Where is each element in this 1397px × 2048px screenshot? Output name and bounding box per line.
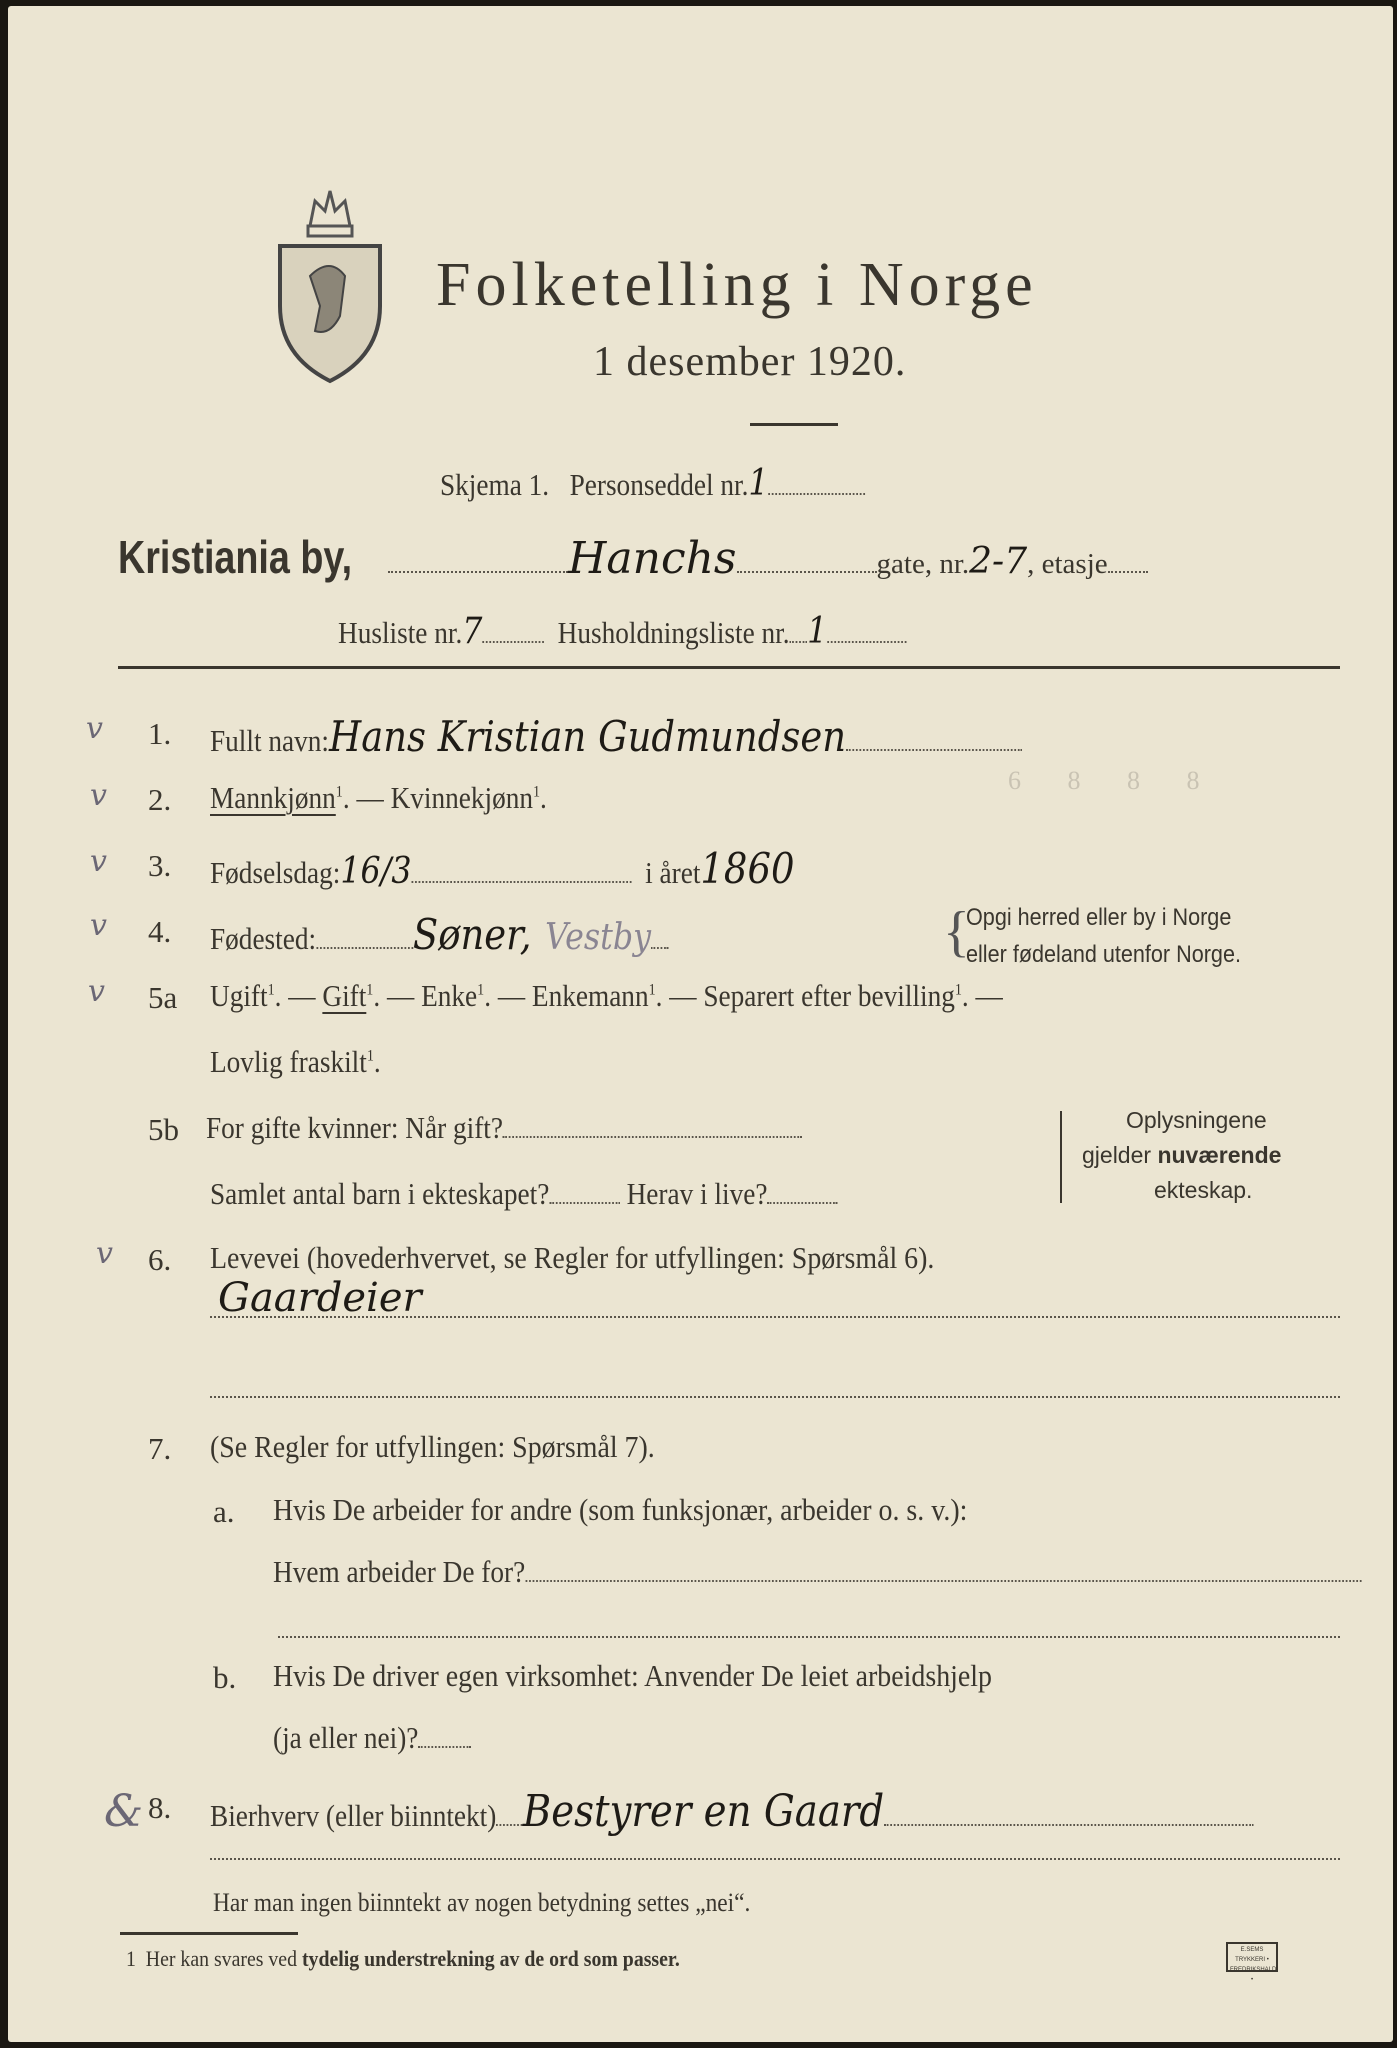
- q2-row: Mannkjønn$^1$. — Kvinnekjønn$^1$.: [210, 780, 547, 815]
- bracket: [1060, 1111, 1062, 1203]
- q4-note: eller fødeland utenfor Norge.: [966, 941, 1241, 968]
- q2-number: 2.: [148, 782, 172, 817]
- option-enke[interactable]: Enke: [421, 978, 478, 1013]
- option-separert[interactable]: Separert efter bevilling: [703, 978, 955, 1013]
- married-when-label: For gifte kvinner: Når gift?: [206, 1110, 503, 1145]
- q7-label: (Se Regler for utfyllingen: Spørsmål 7).: [210, 1429, 655, 1464]
- city-label: Kristiania by,: [118, 531, 353, 583]
- q5a-row-2: Lovlig fraskilt$^1$.: [210, 1044, 381, 1079]
- check-mark: v: [96, 1236, 113, 1271]
- q5b-note-part: gjelder: [1082, 1142, 1158, 1168]
- option-gift[interactable]: Gift: [322, 978, 367, 1013]
- husliste-label: Husliste nr.: [338, 615, 463, 650]
- employer-line-2[interactable]: [278, 1636, 1340, 1638]
- q7-number: 7.: [148, 1431, 172, 1466]
- children-label: Samlet antal barn i ekteskapet?: [210, 1176, 550, 1211]
- schema-label: Skjema 1.: [440, 467, 550, 502]
- side-income-field[interactable]: Bestyrer en Gaard: [522, 1786, 885, 1837]
- q5a-number: 5a: [148, 980, 178, 1015]
- q4-number: 4.: [148, 914, 172, 949]
- q6-number: 6.: [148, 1242, 172, 1277]
- q4-note: Opgi herred eller by i Norge: [966, 904, 1232, 931]
- side-income-note: Har man ingen biinntekt av nogen betydning settes „nei“.: [213, 1888, 751, 1917]
- title-divider: [750, 423, 838, 426]
- hired-help-field[interactable]: [418, 1745, 471, 1748]
- q8-number: 8.: [148, 1790, 172, 1825]
- q5b-row: [206, 1112, 802, 1143]
- check-mark: v: [88, 974, 105, 1009]
- q7b-text: Hvis De driver egen virksomhet: Anvender De leiet arbeidshjelp: [273, 1658, 992, 1693]
- q1-row: [210, 712, 1022, 761]
- printer-text: E.SEMS TRYKKERI • FREDRIKSHALD •: [1230, 1947, 1277, 1983]
- q1-number: 1.: [148, 716, 172, 751]
- husliste-field[interactable]: 7: [462, 611, 483, 652]
- option-ugift[interactable]: Ugift: [210, 978, 268, 1013]
- hired-help-label: (ja eller nei)?: [273, 1720, 419, 1755]
- q6-label: Levevei (hovederhvervet, se Regler for utfyllingen: Spørsmål 6).: [210, 1240, 935, 1275]
- husholdning-label: Husholdningsliste nr.: [557, 615, 790, 650]
- gate-label: gate, nr.: [876, 548, 970, 580]
- q1-label: Fullt navn:: [210, 723, 329, 758]
- children-field[interactable]: [549, 1201, 619, 1204]
- alive-field[interactable]: [767, 1201, 837, 1204]
- header-divider: [118, 666, 1340, 669]
- year-label: i året: [645, 855, 701, 890]
- employer-label: Hvem arbeider De for?: [273, 1554, 526, 1589]
- option-enkemann[interactable]: Enkemann: [531, 978, 649, 1013]
- birth-year-field[interactable]: 1860: [700, 844, 795, 893]
- q5b-note: [1082, 1144, 1281, 1167]
- occupation-line-2[interactable]: [210, 1396, 1340, 1398]
- husholdning-field[interactable]: 1: [807, 611, 828, 652]
- q5b-note: ekteskap.: [1154, 1177, 1253, 1203]
- q4-row: [210, 910, 669, 959]
- footnote-text-bold: tydelig understrekning av de ord som passer.: [301, 1946, 680, 1971]
- faint-stamp: 6 8 8 8: [1008, 766, 1220, 795]
- birthday-field[interactable]: 16/3: [340, 851, 412, 892]
- q8-row: [210, 1786, 1254, 1837]
- q3-row: [210, 844, 795, 893]
- address-line: [118, 531, 1148, 584]
- etasje-field[interactable]: [1108, 570, 1148, 573]
- q5b-number: 5b: [148, 1112, 179, 1147]
- brace: {: [943, 901, 970, 963]
- q3-label: Fødselsdag:: [210, 855, 341, 890]
- birthplace-field[interactable]: Søner,: [412, 910, 532, 959]
- married-when-field[interactable]: [503, 1135, 802, 1138]
- q5b-row-2: [210, 1178, 838, 1209]
- q3-number: 3.: [148, 848, 172, 883]
- check-mark: v: [90, 778, 107, 813]
- gate-nr-field[interactable]: 2-7: [969, 541, 1028, 582]
- option-fraskilt[interactable]: Lovlig fraskilt: [210, 1044, 367, 1079]
- form-title: Folketelling i Norge: [436, 251, 1038, 319]
- census-form: [8, 6, 1393, 2042]
- footnote-divider: [120, 1932, 298, 1935]
- footnote: [126, 1948, 680, 1970]
- etasje-label: , etasje: [1027, 548, 1108, 580]
- q7a-letter: a.: [213, 1494, 235, 1529]
- option-male[interactable]: Mannkjønn: [210, 780, 336, 815]
- full-name-field[interactable]: Hans Kristian Gudmundsen: [328, 712, 847, 761]
- separator: —: [349, 780, 391, 815]
- personseddel-label: Personseddel nr.: [569, 467, 749, 502]
- footnote-mark: 1: [126, 1946, 136, 1971]
- birthplace-pencil-note: Vestby: [545, 917, 652, 958]
- check-mark: v: [90, 908, 107, 943]
- check-mark: v: [86, 711, 103, 746]
- q7a-text: Hvis De arbeider for andre (som funksjonær, arbeider o. s. v.):: [273, 1492, 968, 1527]
- employer-field[interactable]: [525, 1579, 1361, 1582]
- q7a-row: [273, 1556, 1361, 1587]
- occupation-line: [210, 1316, 1340, 1318]
- q8-label: Bierhverv (eller biinntekt): [210, 1798, 497, 1833]
- alive-label: Herav i live?: [626, 1176, 768, 1211]
- side-income-line-2[interactable]: [210, 1858, 1340, 1860]
- schema-line: [440, 463, 865, 504]
- footnote-text: Her kan svares ved: [145, 1946, 302, 1971]
- q5a-row: Ugift$^1$. — Gift$^1$. — Enke$^1$. — Enkemann$^1$. — Separert efter bevilling$^1$. —: [210, 978, 1003, 1013]
- street-field[interactable]: Hanchs: [568, 533, 737, 584]
- census-date: 1 desember 1920.: [593, 339, 907, 385]
- printer-stamp: [1226, 1942, 1278, 1983]
- check-mark: v: [90, 844, 107, 879]
- option-female[interactable]: Kvinnekjønn: [390, 780, 534, 815]
- occupation-field[interactable]: Gaardeier: [218, 1275, 422, 1321]
- personseddel-field[interactable]: 1: [748, 463, 769, 504]
- q5b-note-bold: nuværende: [1157, 1142, 1282, 1168]
- q7b-row: [273, 1722, 471, 1753]
- q5b-note: Oplysningene: [1126, 1107, 1267, 1133]
- q7b-letter: b.: [213, 1660, 237, 1695]
- coat-of-arms-icon: [270, 186, 390, 386]
- check-mark: &: [104, 1786, 144, 1837]
- q4-label: Fødested:: [210, 921, 317, 956]
- husliste-line: [338, 611, 907, 652]
